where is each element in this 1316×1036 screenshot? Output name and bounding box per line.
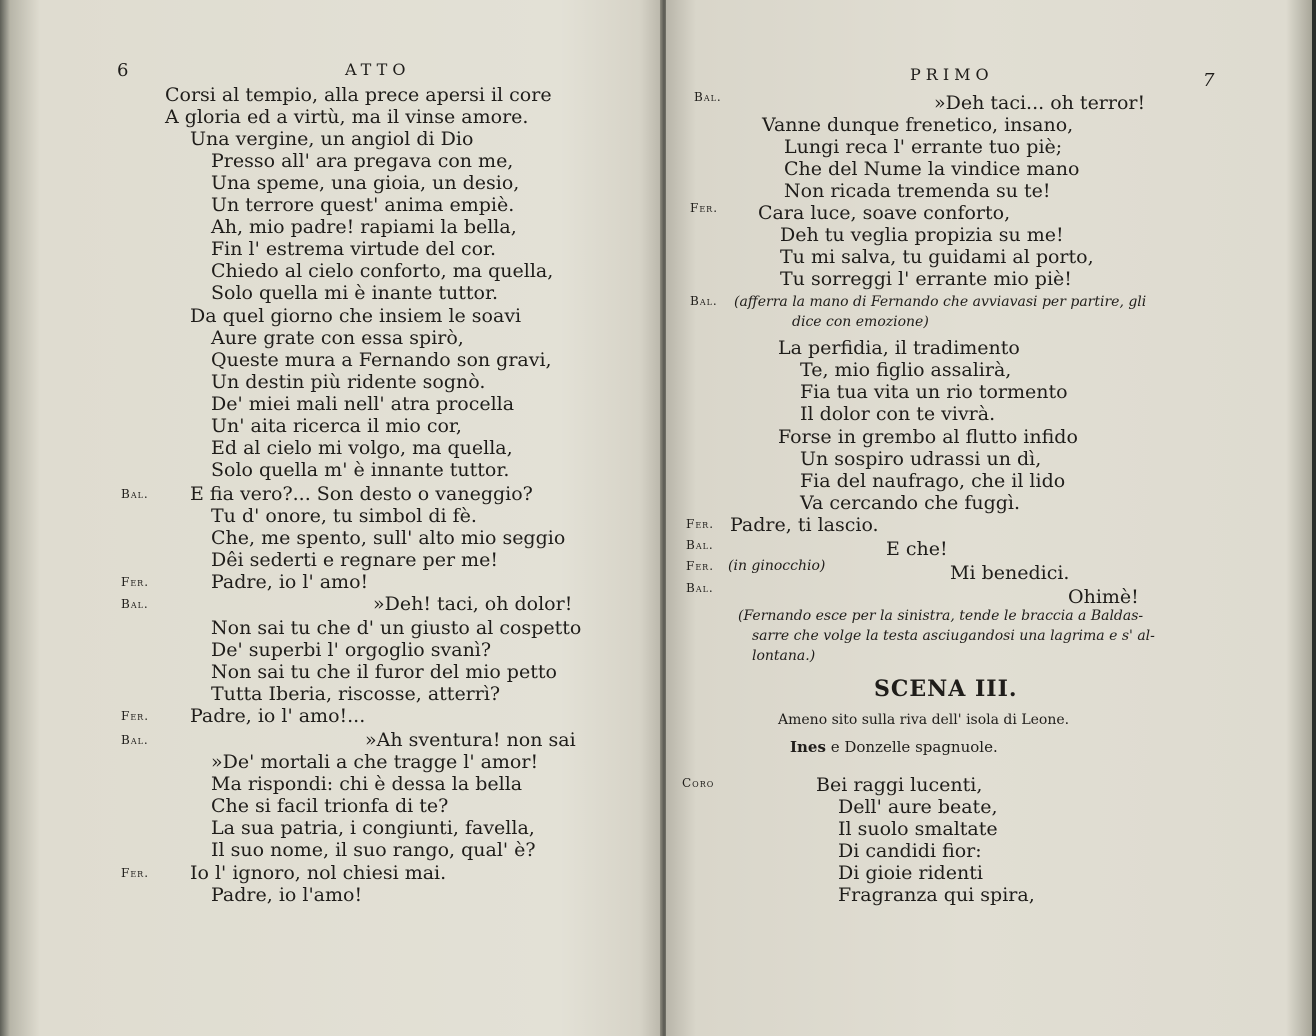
verse-line: Padre, io l' amo! bbox=[211, 571, 369, 593]
speaker-label: Fer. bbox=[686, 559, 715, 573]
verse-line: Tu mi salva, tu guidami al porto, bbox=[780, 246, 1094, 268]
verse-line: Bei raggi lucenti, bbox=[816, 774, 983, 796]
speaker-label: Fer. bbox=[121, 575, 150, 589]
verse-line: Di gioie ridenti bbox=[838, 862, 983, 884]
verse-line: Vanne dunque frenetico, insano, bbox=[762, 114, 1074, 136]
stage-direction: (afferra la mano di Fernando che avviavasi per partire, gli bbox=[734, 294, 1147, 310]
verse-line: Un destin più ridente sognò. bbox=[211, 371, 486, 393]
verse-line: Padre, io l'amo! bbox=[211, 884, 363, 906]
verse-line: Tutta Iberia, riscosse, atterrì? bbox=[211, 683, 501, 705]
stage-direction: dice con emozione) bbox=[792, 314, 929, 330]
speaker-label: Coro bbox=[682, 776, 715, 790]
scene-characters bbox=[790, 738, 998, 756]
speaker-label: Fer. bbox=[121, 866, 150, 880]
verse-line: Tu d' onore, tu simbol di fè. bbox=[211, 505, 477, 527]
verse-line: Un' aita ricerca il mio cor, bbox=[211, 415, 462, 437]
verse-line: Dell' aure beate, bbox=[838, 796, 998, 818]
verse-line: Padre, io l' amo!... bbox=[190, 705, 366, 727]
page-number-right: 7 bbox=[1203, 70, 1215, 91]
verse-line: Una speme, una gioia, un desio, bbox=[211, 172, 520, 194]
speaker-label: Fer. bbox=[121, 709, 150, 723]
verse-line: Non sai tu che d' un giusto al cospetto bbox=[211, 617, 582, 639]
speaker-label: Bal. bbox=[694, 90, 722, 104]
verse-line: La sua patria, i congiunti, favella, bbox=[211, 817, 535, 839]
verse-line: Padre, ti lascio. bbox=[730, 514, 879, 536]
verse-line: Ah, mio padre! rapiami la bella, bbox=[211, 216, 517, 238]
verse-line: Che si facil trionfa di te? bbox=[211, 795, 449, 817]
verse-line: Fia del naufrago, che il lido bbox=[800, 470, 1066, 492]
verse-line: Ma rispondi: chi è dessa la bella bbox=[211, 773, 523, 795]
verse-line: Solo quella mi è inante tuttor. bbox=[211, 282, 499, 304]
verse-line: Di candidi fior: bbox=[838, 840, 982, 862]
verse-line: Il suo nome, il suo rango, qual' è? bbox=[211, 839, 536, 861]
verse-line: Tu sorreggi l' errante mio piè! bbox=[780, 268, 1072, 290]
verse-line: »Ah sventura! non sai bbox=[365, 729, 576, 751]
verse-line: A gloria ed a virtù, ma il vinse amore. bbox=[165, 106, 529, 128]
verse-line: »Deh! taci, oh dolor! bbox=[373, 593, 573, 615]
scene-setting: Ameno sito sulla riva dell' isola di Leone. bbox=[778, 712, 1070, 728]
stage-direction: sarre che volge la testa asciugandosi una lagrima e s' al- bbox=[752, 628, 1155, 644]
right-page bbox=[666, 0, 1312, 1036]
speaker-label: Bal. bbox=[686, 581, 714, 595]
verse-line: Fragranza qui spira, bbox=[838, 884, 1035, 906]
speaker-label: Fer. bbox=[686, 517, 715, 531]
verse-line: Va cercando che fuggì. bbox=[800, 492, 1021, 514]
verse-line: »De' mortali a che tragge l' amor! bbox=[211, 751, 539, 773]
verse-line: Cara luce, soave conforto, bbox=[758, 202, 1011, 224]
character-name: Ines bbox=[790, 738, 826, 756]
verse-line: Lungi reca l' errante tuo piè; bbox=[784, 136, 1063, 158]
verse-line: E fia vero?... Son desto o vaneggio? bbox=[190, 483, 533, 505]
verse-line: Aure grate con essa spirò, bbox=[211, 327, 464, 349]
verse-line: Chiedo al cielo conforto, ma quella, bbox=[211, 260, 554, 282]
verse-line: Che, me spento, sull' alto mio seggio bbox=[211, 527, 566, 549]
verse-line: Io l' ignoro, nol chiesi mai. bbox=[190, 862, 447, 884]
character-list: e Donzelle spagnuole. bbox=[825, 738, 998, 756]
verse-line: Deh tu veglia propizia su me! bbox=[780, 224, 1064, 246]
scene-title: SCENA III. bbox=[874, 676, 1018, 702]
verse-line: Non sai tu che il furor del mio petto bbox=[211, 661, 557, 683]
verse-line: Solo quella m' è innante tuttor. bbox=[211, 459, 510, 481]
verse-line: Non ricada tremenda su te! bbox=[784, 180, 1051, 202]
speaker-label: Bal. bbox=[690, 294, 718, 308]
stage-direction: (Fernando esce per la sinistra, tende le braccia a Baldas- bbox=[738, 608, 1144, 624]
verse-line: Fin l' estrema virtude del cor. bbox=[211, 238, 497, 260]
verse-line: Il suolo smaltate bbox=[838, 818, 998, 840]
verse-line: Corsi al tempio, alla prece apersi il core bbox=[165, 84, 552, 106]
verse-line: »Deh taci... oh terror! bbox=[934, 92, 1146, 114]
verse-line: La perfidia, il tradimento bbox=[778, 337, 1020, 359]
speaker-label: Bal. bbox=[121, 487, 149, 501]
verse-line: E che! bbox=[886, 538, 948, 560]
verse-line: Dêi sederti e regnare per me! bbox=[211, 549, 498, 571]
verse-line: Ed al cielo mi volgo, ma quella, bbox=[211, 437, 513, 459]
verse-line: Presso all' ara pregava con me, bbox=[211, 150, 514, 172]
stage-direction: lontana.) bbox=[752, 648, 816, 664]
verse-line: Una vergine, un angiol di Dio bbox=[190, 128, 474, 150]
running-head-left: ATTO bbox=[345, 60, 411, 79]
verse-line: Un sospiro udrassi un dì, bbox=[800, 448, 1042, 470]
verse-line: Mi benedici. bbox=[950, 562, 1070, 584]
verse-line: Forse in grembo al flutto infido bbox=[778, 426, 1078, 448]
verse-line: De' superbi l' orgoglio svanì? bbox=[211, 639, 492, 661]
verse-line: Ohimè! bbox=[1068, 586, 1139, 608]
verse-line: Queste mura a Fernando son gravi, bbox=[211, 349, 552, 371]
speaker-label: Bal. bbox=[686, 538, 714, 552]
speaker-label: Bal. bbox=[121, 597, 149, 611]
verse-line: Fia tua vita un rio tormento bbox=[800, 381, 1068, 403]
verse-line: Che del Nume la vindice mano bbox=[784, 158, 1080, 180]
stage-direction: (in ginocchio) bbox=[728, 558, 826, 574]
speaker-label: Fer. bbox=[690, 201, 719, 215]
page-number-left: 6 bbox=[117, 60, 129, 81]
running-head-right: PRIMO bbox=[910, 65, 994, 84]
verse-line: Un terrore quest' anima empiè. bbox=[211, 194, 515, 216]
verse-line: Il dolor con te vivrà. bbox=[800, 403, 996, 425]
verse-line: Te, mio figlio assalirà, bbox=[800, 359, 1012, 381]
verse-line: De' miei mali nell' atra procella bbox=[211, 393, 515, 415]
verse-line: Da quel giorno che insiem le soavi bbox=[190, 305, 522, 327]
speaker-label: Bal. bbox=[121, 733, 149, 747]
